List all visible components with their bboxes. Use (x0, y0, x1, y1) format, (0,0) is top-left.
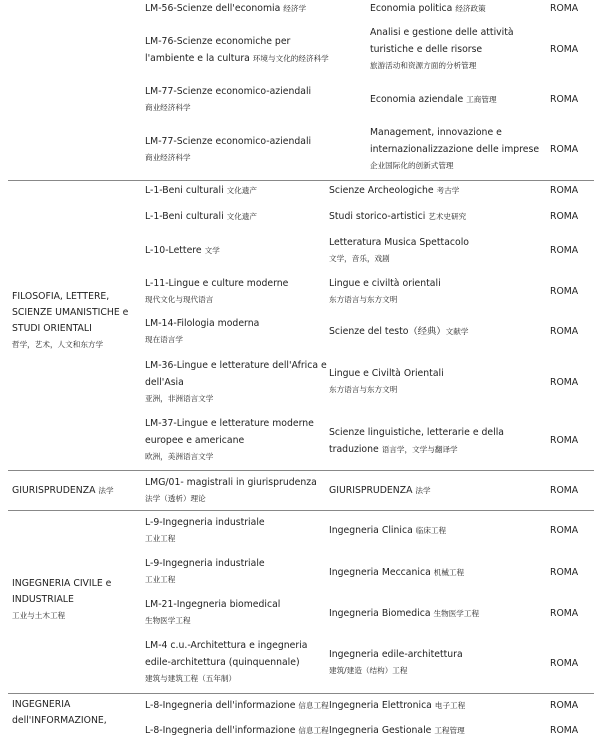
table-row-curriculum (329, 522, 555, 539)
curriculum-name-zh: 工商管理 (466, 95, 497, 104)
curriculum-name-zh: 考古学 (436, 186, 460, 195)
degree-name: LM-36-Lingue e letterature dell'Africa e dell'Asia (145, 360, 327, 388)
faculty-name-zh: 哲学，艺术，人文和东方学 (12, 340, 104, 349)
table-row-curriculum (329, 605, 555, 622)
group-divider (8, 510, 594, 511)
degree-name: LM-56-Scienze dell'economia (145, 3, 281, 14)
faculty-name: FILOSOFIA, LETTERE, SCIENZE UMANISTICHE e STUDI ORIENTALI (12, 291, 129, 334)
table-row-curriculum (329, 722, 555, 739)
curriculum-name: Lingue e Civiltà Orientali (329, 368, 444, 379)
city-label: ROMA (550, 211, 579, 222)
table-row-degree (145, 596, 333, 628)
table-row-degree (145, 697, 333, 714)
degree-name: L-8-Ingegneria dell'informazione (145, 725, 296, 736)
table-row-curriculum (370, 0, 556, 17)
degree-name-zh: 信息工程 (298, 726, 329, 735)
curriculum-name-zh: 生物医学工程 (433, 609, 480, 618)
degree-name: L-1-Beni culturali (145, 211, 224, 222)
degree-name: L-11-Lingue e culture moderne (145, 278, 289, 289)
curriculum-name-zh: 旅游活动和资源方面的分析管理 (370, 61, 477, 70)
table-row-curriculum (370, 91, 556, 108)
table-row-curriculum (329, 697, 555, 714)
table-row-degree (145, 415, 333, 464)
degree-name-zh: 欧洲，美洲语言文学 (145, 452, 214, 461)
table-row-curriculum (329, 424, 549, 458)
curriculum-name-zh: 企业国际化的创新式管理 (370, 161, 454, 170)
city-label: ROMA (550, 44, 579, 55)
curriculum-name-zh: 东方语言与东方文明 (329, 295, 398, 304)
curriculum-name: Ingegneria edile-architettura (329, 649, 463, 660)
curriculum-name-zh: 工程管理 (434, 726, 465, 735)
degree-name: L-8-Ingegneria dell'informazione (145, 700, 296, 711)
city-label: ROMA (550, 435, 579, 446)
table-row-degree (145, 474, 333, 506)
degree-name-zh: 工业工程 (145, 534, 176, 543)
degree-name-zh: 工业工程 (145, 575, 176, 584)
table-row-curriculum (370, 124, 556, 173)
city-label: ROMA (550, 700, 579, 711)
table-row-curriculum (329, 234, 555, 266)
degree-name-zh: 环境与文化的经济科学 (252, 54, 329, 63)
group-divider (8, 693, 594, 694)
curriculum-name: Economia politica (370, 3, 453, 14)
curriculum-name-zh: 文学，音乐，戏剧 (329, 254, 390, 263)
city-label: ROMA (550, 185, 579, 196)
city-label: ROMA (550, 326, 579, 337)
table-row-degree (145, 208, 333, 225)
faculty-ingegneria-informazione (12, 697, 150, 729)
city-label: ROMA (550, 245, 579, 256)
degree-name: LM-77-Scienze economico-aziendali (145, 86, 312, 97)
curriculum-name: Ingegneria Elettronica (329, 700, 432, 711)
table-row-degree (145, 722, 333, 739)
table-row-degree (145, 555, 333, 587)
degree-name-zh: 文学 (204, 246, 220, 255)
city-label: ROMA (550, 525, 579, 536)
degree-name-zh: 商业经济科学 (145, 153, 191, 162)
curriculum-name-zh: 艺术史研究 (428, 212, 467, 221)
curriculum-name-zh: 语言学，文学与翻译学 (381, 445, 458, 454)
table-row-degree (145, 83, 333, 115)
curriculum-name: Economia aziendale (370, 94, 464, 105)
faculty-filosofia (12, 289, 150, 352)
faculty-ingegneria-civile (12, 576, 150, 623)
table-row-curriculum (329, 482, 555, 499)
degree-name: LM-77-Scienze economico-aziendali (145, 136, 312, 147)
table-row-degree (145, 133, 333, 165)
curriculum-name-zh: 经济政策 (455, 4, 486, 13)
table-row-degree (145, 0, 333, 17)
degree-name-zh: 法学（透析）理论 (145, 494, 206, 503)
city-label: ROMA (550, 377, 579, 388)
table-row-degree (145, 357, 333, 406)
curriculum-name: Letteratura Musica Spettacolo (329, 237, 469, 248)
table-row-curriculum (329, 182, 555, 199)
degree-name-zh: 生物医学工程 (145, 616, 191, 625)
table-row-curriculum (329, 646, 555, 678)
faculty-name: INGEGNERIA dell'INFORMAZIONE, (12, 699, 107, 726)
degree-name: LM-37-Lingue e letterature moderne europee e americane (145, 418, 314, 446)
curriculum-name-zh: 东方语言与东方文明 (329, 385, 398, 394)
degree-name-zh: 文化遗产 (226, 212, 257, 221)
faculty-name-zh: 法学 (98, 486, 114, 495)
group-divider (8, 470, 594, 471)
table-row-curriculum (329, 564, 555, 581)
group-divider (8, 180, 594, 181)
table-row-curriculum (329, 323, 555, 340)
degree-name-zh: 亚洲，非洲语言文学 (145, 394, 214, 403)
degree-name-zh: 现代文化与现代语言 (145, 295, 214, 304)
curriculum-name: Management, innovazione e internazionalizzazione delle imprese (370, 127, 540, 155)
city-label: ROMA (550, 144, 579, 155)
degree-name: L-1-Beni culturali (145, 185, 224, 196)
degree-name: LM-4 c.u.-Architettura e ingegneria edile-architettura (quinquennale) (145, 640, 308, 668)
city-label: ROMA (550, 286, 579, 297)
degree-name: LMG/01- magistrali in giurisprudenza (145, 477, 317, 488)
faculty-name: INGEGNERIA CIVILE e INDUSTRIALE (12, 578, 112, 605)
degree-name: LM-14-Filologia moderna (145, 318, 260, 329)
city-label: ROMA (550, 725, 579, 736)
table-row-degree (145, 637, 333, 686)
curriculum-name: Scienze linguistiche, letterarie e della traduzione (329, 427, 504, 455)
curriculum-name-zh: 建筑/建造（结构）工程 (329, 666, 408, 675)
city-label: ROMA (550, 3, 579, 14)
curriculum-name: GIURISPRUDENZA (329, 485, 413, 496)
degree-name-zh: 建筑与建筑工程（五年制） (145, 674, 237, 683)
table-row-degree (145, 33, 333, 67)
degree-name-zh: 现在语言学 (145, 335, 183, 344)
table-row-degree (145, 315, 333, 347)
degree-name-zh: 文化遗产 (226, 186, 257, 195)
table-row-curriculum (370, 24, 556, 73)
city-label: ROMA (550, 485, 579, 496)
table-row-degree (145, 514, 333, 546)
table-row-degree (145, 182, 333, 199)
faculty-name-zh: 工业与土木工程 (12, 611, 66, 620)
table-row-degree (145, 275, 333, 307)
degree-name: LM-76-Scienze economiche per l'ambiente e la cultura (145, 36, 291, 64)
curriculum-name-zh: 法学 (415, 486, 431, 495)
curriculum-name: Studi storico-artistici (329, 211, 426, 222)
curriculum-name-zh: 电子工程 (434, 701, 466, 710)
curriculum-name: Scienze Archeologiche (329, 185, 434, 196)
faculty-name: GIURISPRUDENZA (12, 485, 96, 496)
table-row-curriculum (329, 208, 555, 225)
curriculum-name-zh: 临床工程 (415, 526, 447, 535)
curriculum-name-zh: 机械工程 (433, 568, 465, 577)
curriculum-name-zh: 文献学 (445, 327, 469, 336)
curriculum-name: Ingegneria Biomedica (329, 608, 431, 619)
city-label: ROMA (550, 608, 579, 619)
table-row-curriculum (329, 365, 555, 397)
city-label: ROMA (550, 658, 579, 669)
curriculum-name: Scienze del testo（经典） (329, 326, 446, 337)
curriculum-name: Ingegneria Clinica (329, 525, 413, 536)
degree-name-zh: 商业经济科学 (145, 103, 191, 112)
city-label: ROMA (550, 94, 579, 105)
degree-name: LM-21-Ingegneria biomedical (145, 599, 281, 610)
curriculum-name: Ingegneria Gestionale (329, 725, 432, 736)
degree-name: L-10-Lettere (145, 245, 202, 256)
faculty-giurisprudenza (12, 483, 150, 499)
curriculum-name: Lingue e civiltà orientali (329, 278, 441, 289)
degree-name-zh: 信息工程 (298, 701, 329, 710)
table-row-degree (145, 242, 333, 259)
table-row-curriculum (329, 275, 555, 307)
curriculum-name: Ingegneria Meccanica (329, 567, 431, 578)
curriculum-name: Analisi e gestione delle attività turistiche e delle risorse (370, 27, 514, 55)
degree-name: L-9-Ingegneria industriale (145, 517, 265, 528)
degree-name-zh: 经济学 (283, 4, 307, 13)
degree-name: L-9-Ingegneria industriale (145, 558, 265, 569)
city-label: ROMA (550, 567, 579, 578)
